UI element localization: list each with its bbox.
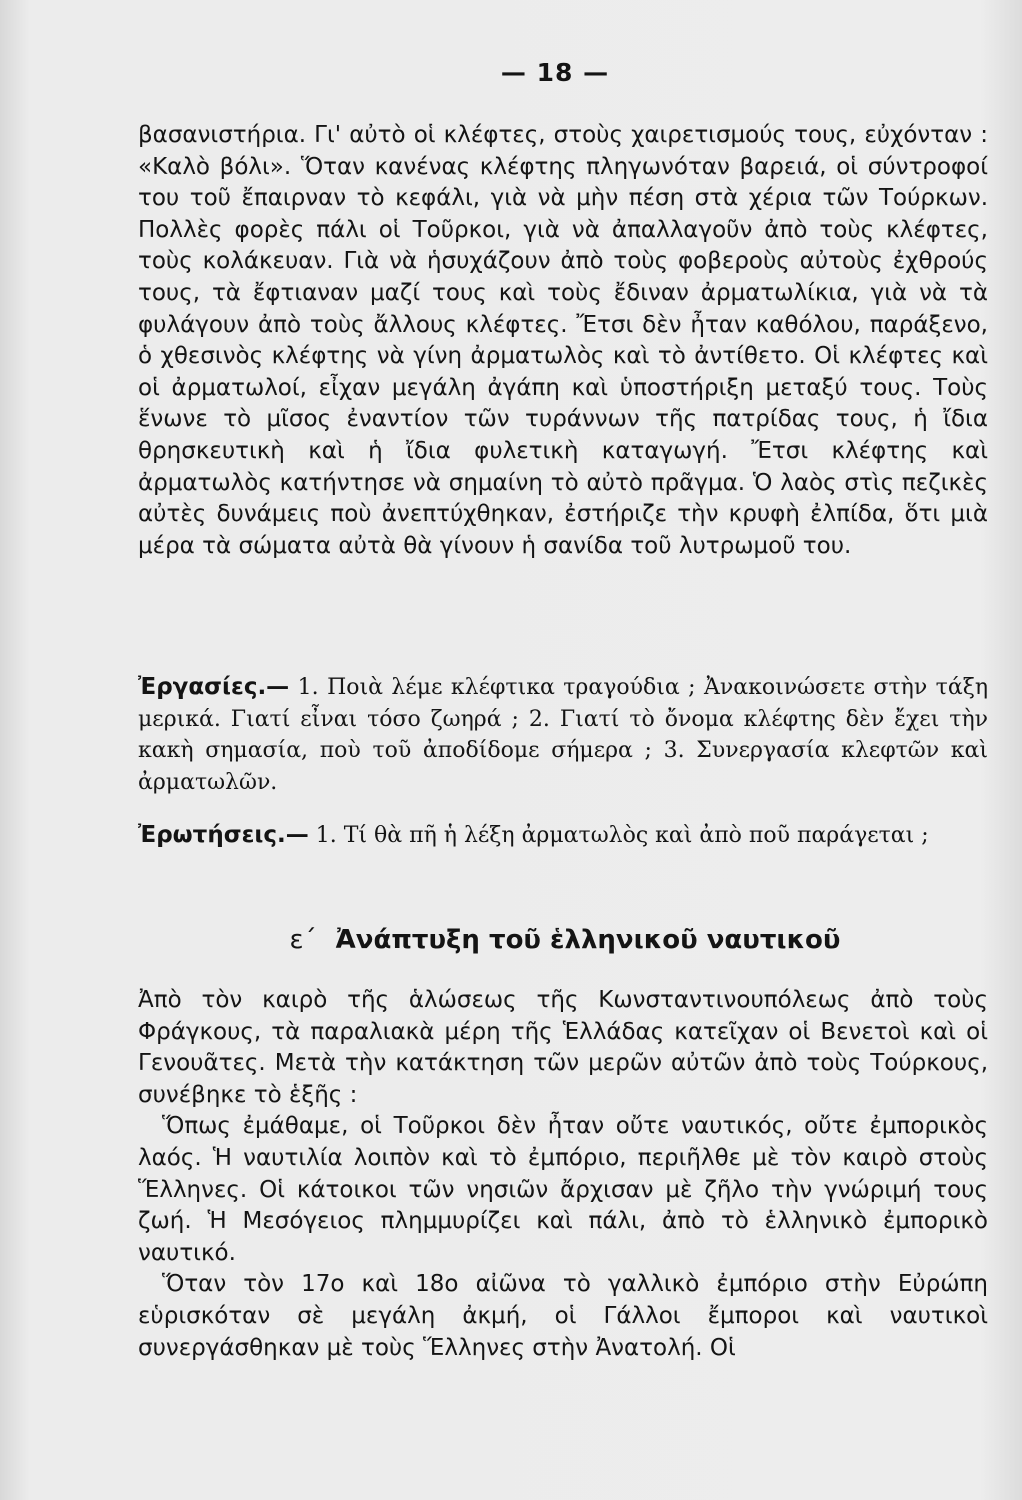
main-text-block	[138, 120, 988, 562]
exercises-text: 1. Ποιὰ λέμε κλέφτικα τραγούδια ; Ἀνακοινώσετε στὴν τάξη μερικά. Γιατί εἶναι τόσο ζωηρά ; 2. Γιατί τὸ ὄνομα κλέφτης δὲν ἔχει τὴν κακὴ σημασία, ποὺ τοῦ ἀποδίδομε σήμερα ; 3. Συνεργασία κλεφτῶν καὶ ἀρματωλῶν.	[138, 675, 988, 795]
questions-label: Ἐρωτήσεις.—	[138, 822, 309, 848]
paragraph: Ὅταν τὸν 17ο καὶ 18ο αἰῶνα τὸ γαλλικὸ ἐμπόριο στὴν Εὐρώπη εὑρισκόταν σὲ μεγάλη ἀκμή, οἱ Γάλλοι ἔμποροι καὶ ναυτικοὶ συνεργάσθηκαν μὲ τοὺς Ἕλληνες στὴν Ἀνατολή. Οἱ	[138, 1271, 988, 1361]
questions-block	[138, 820, 988, 852]
exercises-block	[138, 672, 988, 798]
section-number: ε΄	[289, 925, 317, 955]
section-heading	[0, 925, 1022, 955]
paragraph: Ἀπὸ τὸν καιρὸ τῆς ἁλώσεως τῆς Κωνσταντινουπόλεως ἀπὸ τοὺς Φράγκους, τὰ παραλιακὰ μέρη τῆς Ἑλλάδας κατεῖχαν οἱ Βενετοὶ καὶ οἱ Γενουᾶτες. Μετὰ τὴν κατάκτηση τῶν μερῶν αὐτῶν ἀπὸ τοὺς Τούρκους, συνέβηκε τὸ ἑξῆς :	[138, 987, 988, 1108]
page-number: — 18 —	[500, 58, 610, 87]
paragraph: Ὅπως ἐμάθαμε, οἱ Τοῦρκοι δὲν ἦταν οὔτε ναυτικός, οὔτε ἐμπορικὸς λαός. Ἡ ναυτιλία λοιπὸν καὶ τὸ ἐμπόριο, περιῆλθε μὲ τὸν καιρὸ στοὺς Ἕλληνες. Οἱ κάτοικοι τῶν νησιῶν ἄρχισαν μὲ ζῆλο τὴν γνώριμή τους ζωή. Ἡ Μεσόγειος πλημμυρίζει καὶ πάλι, ἀπὸ τὸ ἑλληνικὸ ἐμπορικὸ ναυτικό.	[138, 1113, 988, 1266]
section-text-block	[138, 985, 988, 1364]
paragraph: βασανιστήρια. Γι' αὐτὸ οἱ κλέφτες, στοὺς χαιρετισμούς τους, εὐχόνταν : «Καλὸ βόλι». Ὅταν κανένας κλέφτης πληγωνόταν βαρειά, οἱ σύντροφοί του τοῦ ἔπαιρναν τὸ κεφάλι, γιὰ νὰ μὴν πέση στὰ χέρια τῶν Τούρκων. Πολλὲς φορὲς πάλι οἱ Τοῦρκοι, γιὰ νὰ ἀπαλλαγοῦν ἀπὸ τοὺς κλέφτες, τοὺς κολάκευαν. Γιὰ νὰ ἡσυχάζουν ἀπὸ τοὺς φοβεροὺς αὐτοὺς ἐχθρούς τους, τὰ ἔφτιαναν μαζί τους καὶ τοὺς ἔδιναν ἀρματωλίκια, γιὰ νὰ τὰ φυλάγουν ἀπὸ τοὺς ἄλλους κλέφτες. Ἔτσι δὲν ἦταν καθόλου, παράξενο, ὁ χθεσινὸς κλέφτης νὰ γίνη ἀρματωλὸς καὶ τὸ ἀντίθετο. Οἱ κλέφτες καὶ οἱ ἀρματωλοί, εἶχαν μεγάλη ἀγάπη καὶ ὑποστήριξη μεταξύ τους. Τοὺς ἕνωνε τὸ μῖσος ἐναντίον τῶν τυράννων τῆς πατρίδας τους, ἡ ἴδια θρησκευτικὴ καὶ ἡ ἴδια φυλετικὴ καταγωγή. Ἔτσι κλέφτης καὶ ἀρματωλὸς κατήντησε νὰ σημαίνη τὸ αὐτὸ πρᾶγμα. Ὁ λαὸς στὶς πεζικὲς αὐτὲς δυνάμεις ποὺ ἀνεπτύχθηκαν, ἐστήριζε τὴν κρυφὴ ἐλπίδα, ὅτι μιὰ μέρα τὰ σώματα αὐτὰ θὰ γίνουν ἡ σανίδα τοῦ λυτρωμοῦ του.	[138, 122, 988, 559]
exercises-label: Ἐργασίες.—	[138, 674, 290, 700]
section-title: Ἀνάπτυξη τοῦ ἑλληνικοῦ ναυτικοῦ	[335, 925, 841, 955]
questions-text: 1. Τί θὰ πῆ ἡ λέξη ἀρματωλὸς καὶ ἀπὸ ποῦ παράγεται ;	[315, 823, 929, 848]
